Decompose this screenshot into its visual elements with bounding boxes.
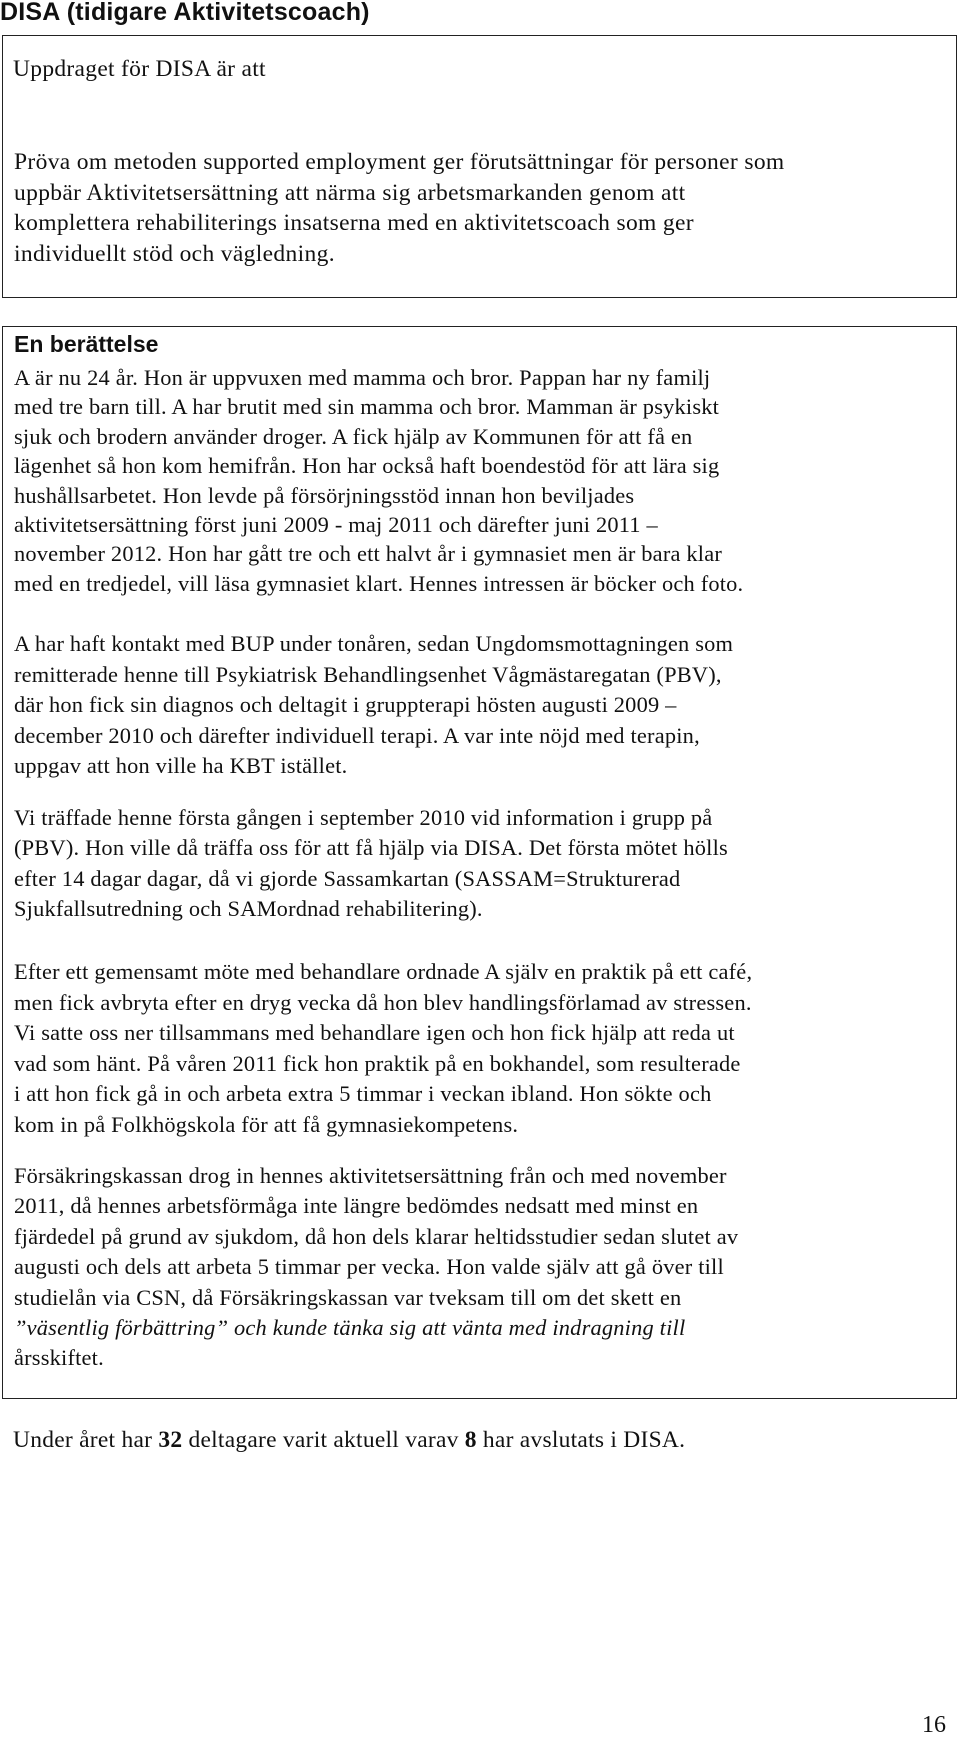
summary-prefix: Under året har xyxy=(13,1427,159,1453)
story-line: årsskiftet. xyxy=(14,1345,104,1371)
story-title: En berättelse xyxy=(14,331,159,357)
story-quote-line: ”väsentlig förbättring” och kunde tänka sig att vänta med indragning till xyxy=(14,1315,686,1341)
summary-suffix: har avslutats i DISA. xyxy=(476,1427,686,1453)
purpose-line: Pröva om metoden supported employment ger förutsättningar för personer som xyxy=(14,149,785,175)
story-line: Vi träffade henne första gången i september 2010 vid information i grupp på xyxy=(14,805,713,830)
assignment-intro: Uppdraget för DISA är att xyxy=(13,56,266,82)
story-line: kom in på Folkhögskola för att få gymnasiekompetens. xyxy=(14,1111,519,1137)
story-line: med en tredjedel, vill läsa gymnasiet klart. Hennes intressen är böcker och foto. xyxy=(14,570,744,596)
story-line: 2011, då hennes arbetsförmåga inte längre bedömdes nedsatt med minst en xyxy=(14,1193,699,1219)
story-line: hushållsarbetet. Hon levde på försörjningsstöd innan hon beviljades xyxy=(14,482,635,508)
purpose-line: individuellt stöd och vägledning. xyxy=(14,240,335,267)
story-line: Försäkringskassan drog in hennes aktivitetsersättning från och med november xyxy=(14,1163,727,1188)
story-paragraph-3 xyxy=(14,803,949,925)
story-line: men fick avbryta efter en dryg vecka då hon blev handlingsförlamad av stressen. xyxy=(14,989,752,1015)
story-paragraph-1 xyxy=(14,363,949,598)
story-line: sjuk och brodern använder droger. A fick hjälp av Kommunen för att få en xyxy=(14,423,693,449)
story-line: lägenhet så hon kom hemifrån. Hon har också haft boendestöd för att lära sig xyxy=(14,453,720,479)
story-line: Efter ett gemensamt möte med behandlare ordnade A själv en praktik på ett café, xyxy=(14,959,753,984)
story-line: i att hon fick gå in och arbeta extra 5 timmar i veckan ibland. Hon sökte och xyxy=(14,1081,712,1106)
story-line: med tre barn till. A har brutit med sin mamma och bror. Mamman är psykiskt xyxy=(14,394,720,420)
story-line: (PBV). Hon ville då träffa oss för att få hjälp via DISA. Det första mötet hölls xyxy=(14,835,728,861)
purpose-line: komplettera rehabiliterings insatserna med en aktivitetscoach som ger xyxy=(14,210,694,236)
story-line: november 2012. Hon har gått tre och ett halvt år i gymnasiet men är bara klar xyxy=(14,541,723,567)
story-line: Sjukfallsutredning och SAMordnad rehabilitering). xyxy=(14,896,483,922)
story-line: efter 14 dagar dagar, då vi gjorde Sassamkartan (SASSAM=Strukturerad xyxy=(14,865,681,891)
story-paragraph-4 xyxy=(14,957,949,1140)
story-line: fjärdedel på grund av sjukdom, då hon dels klarar heltidsstudier sedan slutet av xyxy=(14,1223,739,1249)
story-line: där hon fick sin diagnos och deltagit i gruppterapi hösten augusti 2009 – xyxy=(14,692,677,718)
story-line: aktivitetsersättning först juni 2009 - maj 2011 och därefter juni 2011 – xyxy=(14,512,658,538)
story-line: studielån via CSN, då Försäkringskassan var tveksam till om det skett en xyxy=(14,1284,682,1310)
summary-middle: deltagare varit aktuell varav xyxy=(182,1427,465,1453)
participants-count: 32 xyxy=(158,1427,183,1453)
story-line: december 2010 och därefter individuell terapi. A var inte nöjd med terapin, xyxy=(14,722,700,748)
summary-sentence xyxy=(13,1427,685,1454)
section-heading: DISA (tidigare Aktivitetscoach) xyxy=(0,0,370,26)
story-line: A är nu 24 år. Hon är uppvuxen med mamma och bror. Pappan har ny familj xyxy=(14,365,711,390)
story-line: remitterade henne till Psykiatrisk Behandlingsenhet Vågmästaregatan (PBV), xyxy=(14,661,722,687)
story-line: vad som hänt. På våren 2011 fick hon praktik på en bokhandel, som resulterade xyxy=(14,1050,741,1076)
story-line: Vi satte oss ner tillsammans med behandlare igen och hon fick hjälp att reda ut xyxy=(14,1020,735,1045)
purpose-line: uppbär Aktivitetsersättning att närma sig arbetsmarkanden genom att xyxy=(14,179,686,206)
story-line: uppgav att hon ville ha KBT istället. xyxy=(14,753,348,779)
story-line: augusti och dels att arbeta 5 timmar per vecka. Hon valde själv att gå över till xyxy=(14,1254,724,1280)
page-number: 16 xyxy=(922,1712,946,1738)
story-paragraph-5 xyxy=(14,1161,949,1374)
story-paragraph-2 xyxy=(14,629,949,782)
completed-count: 8 xyxy=(464,1427,477,1453)
story-line: A har haft kontakt med BUP under tonåren, sedan Ungdomsmottagningen som xyxy=(14,631,734,656)
assignment-purpose xyxy=(14,147,944,269)
